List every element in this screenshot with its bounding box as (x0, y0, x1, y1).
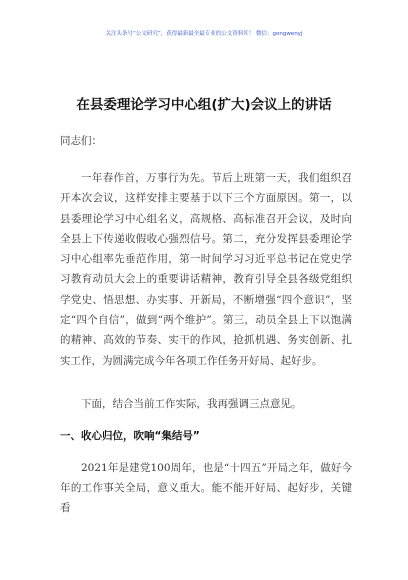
document-title: 在县委理论学习中心组(扩大)会议上的讲话 (76, 97, 332, 113)
salutation: 同志们： (60, 135, 102, 147)
paragraph-intro: 一年春作首，万事行为先。节后上班第一天，我们组织召开本次会议，这样安排主要基于以下三个方面原因。第一，以县委理论学习中心组名义，高规格、高标准召开会议，及时向全县上下传递收假收心强烈信号。第二，充分发挥县委理论学习中心组率先垂范作用，第一时间学习习近平总书记在党史学习教育动员大会上的重要讲话精神，教育引导全县各级党组织学党史、悟思想、办实事、开新局，不断增强“四个意识”，坚定“四个自信”，做到“两个维护”。第三，动员全县上下以饱满的精神、高效的节奏、实干的作风，抢抓机遇、务实创新、扎实工作，为圆满完成今年各项工作任务开好局、起好步。 (60, 172, 352, 367)
section-heading-1: 一、收心归位，吹响“集结号” (60, 430, 200, 442)
paragraph-transition: 下面，结合当前工作实际，我再强调三点意见。 (81, 398, 302, 410)
paragraph-section-1: 2021年是建党100周年，也是“十四五”开局之年，做好今年的工作事关全局，意义重大。能不能开好局、起好步，关键看 (60, 462, 352, 514)
promo-banner: 关注头条号“公文研究”，获得最新最全最专业的公文资料库！ 微信：gongwenyj (105, 31, 303, 37)
